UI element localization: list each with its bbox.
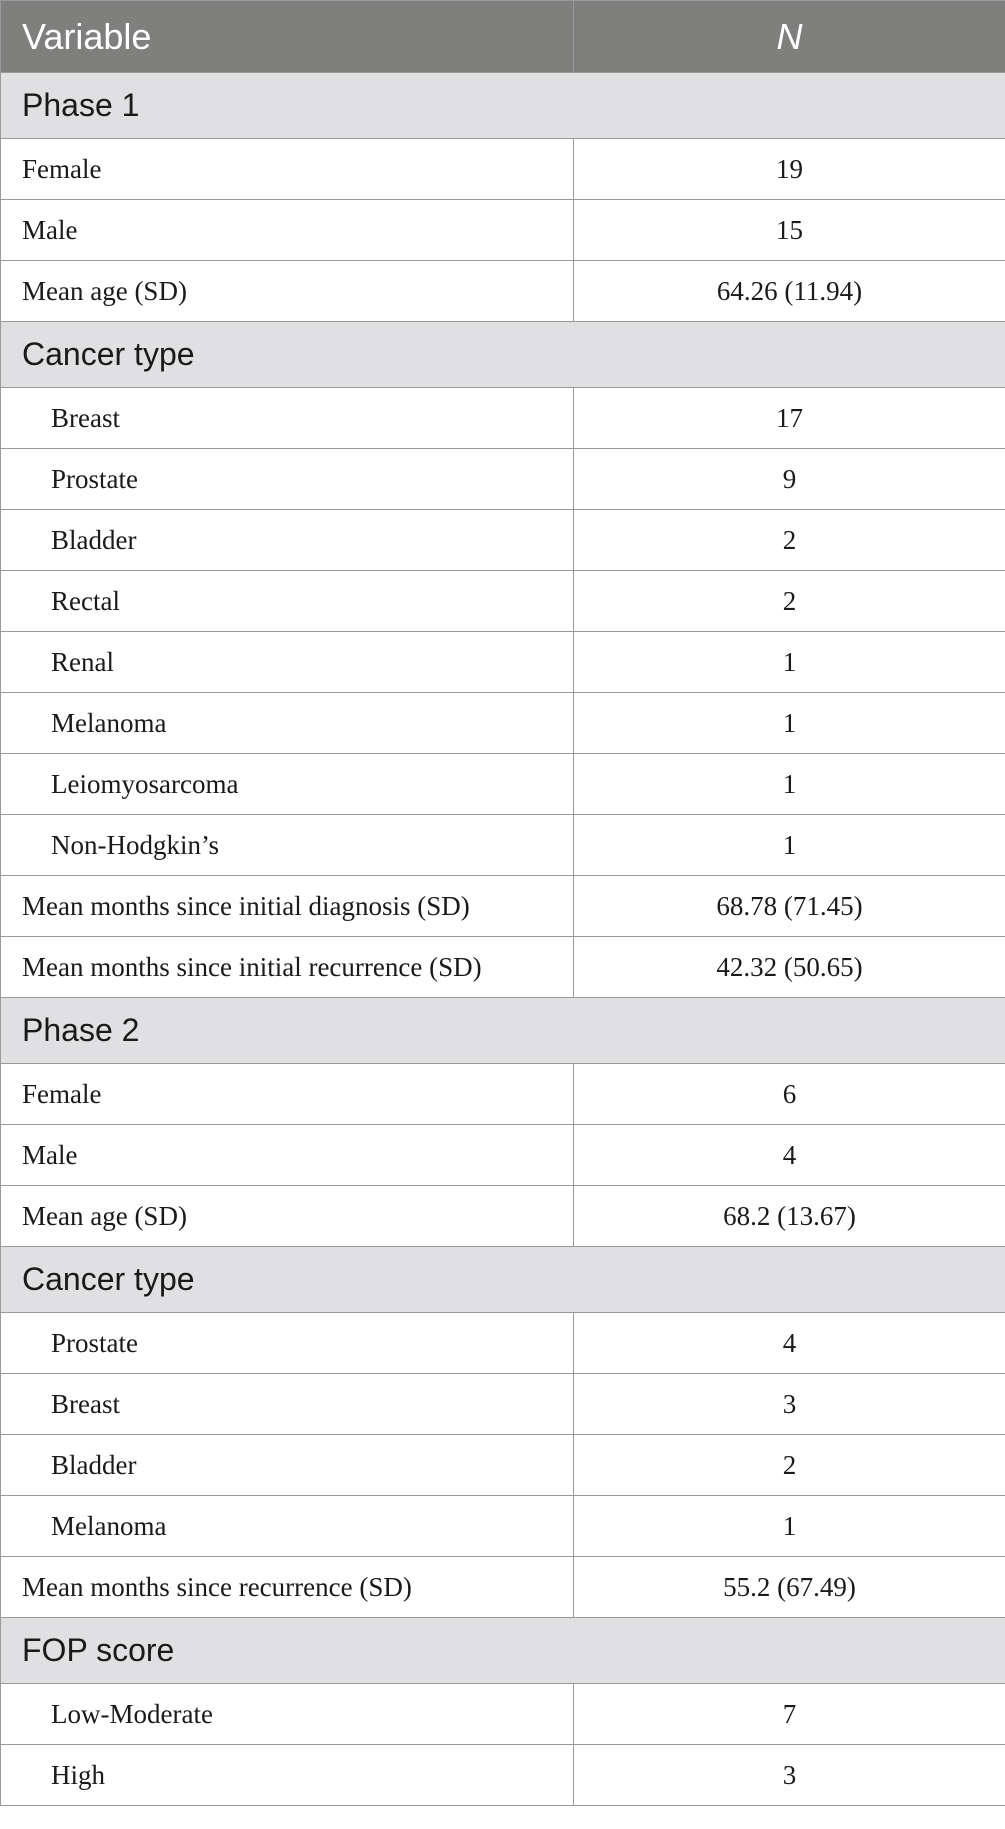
row-value: 68.78 (71.45) (574, 876, 1005, 937)
table-row (1, 139, 1005, 200)
row-value: 9 (574, 449, 1005, 510)
section-row-phase-1 (1, 73, 1005, 139)
table-header-row (1, 1, 1005, 73)
table-row (1, 200, 1005, 261)
row-value: 2 (574, 510, 1005, 571)
row-value: 3 (574, 1745, 1005, 1806)
row-value: 1 (574, 754, 1005, 815)
row-label: Mean months since recurrence (SD) (1, 1557, 574, 1618)
table-row (1, 1186, 1005, 1247)
table-row (1, 1435, 1005, 1496)
section-title: Cancer type (1, 1247, 1005, 1313)
row-value: 3 (574, 1374, 1005, 1435)
row-value: 4 (574, 1125, 1005, 1186)
row-label: Melanoma (1, 1496, 574, 1557)
table-row (1, 693, 1005, 754)
table-row (1, 1374, 1005, 1435)
table-row (1, 754, 1005, 815)
row-value: 64.26 (11.94) (574, 261, 1005, 322)
table-row (1, 449, 1005, 510)
row-value: 1 (574, 632, 1005, 693)
row-label: Mean months since initial recurrence (SD) (1, 937, 574, 998)
table-row (1, 261, 1005, 322)
row-value: 1 (574, 815, 1005, 876)
row-label: Mean age (SD) (1, 261, 574, 322)
table-row (1, 815, 1005, 876)
row-label: High (1, 1745, 574, 1806)
row-value: 2 (574, 571, 1005, 632)
section-row-fop-score (1, 1618, 1005, 1684)
row-label: Non-Hodgkin’s (1, 815, 574, 876)
row-label: Female (1, 139, 574, 200)
table-row (1, 937, 1005, 998)
row-value: 55.2 (67.49) (574, 1557, 1005, 1618)
section-title: Cancer type (1, 322, 1005, 388)
table-row (1, 876, 1005, 937)
row-value: 6 (574, 1064, 1005, 1125)
table-row (1, 388, 1005, 449)
table-row (1, 1125, 1005, 1186)
variable-column-header: Variable (1, 1, 574, 73)
row-value: 17 (574, 388, 1005, 449)
row-value: 4 (574, 1313, 1005, 1374)
row-value: 2 (574, 1435, 1005, 1496)
section-row-cancer-type (1, 322, 1005, 388)
table-row (1, 510, 1005, 571)
row-value: 1 (574, 693, 1005, 754)
section-row-cancer-type (1, 1247, 1005, 1313)
table-row (1, 1557, 1005, 1618)
row-label: Male (1, 200, 574, 261)
n-column-header: N (574, 1, 1005, 73)
row-value: 19 (574, 139, 1005, 200)
row-value: 7 (574, 1684, 1005, 1745)
table-row (1, 632, 1005, 693)
table-row (1, 1745, 1005, 1806)
row-value: 15 (574, 200, 1005, 261)
row-label: Low-Moderate (1, 1684, 574, 1745)
table-row (1, 1064, 1005, 1125)
section-row-phase-2 (1, 998, 1005, 1064)
row-label: Female (1, 1064, 574, 1125)
row-label: Bladder (1, 1435, 574, 1496)
row-label: Breast (1, 1374, 574, 1435)
row-label: Melanoma (1, 693, 574, 754)
row-label: Renal (1, 632, 574, 693)
section-title: FOP score (1, 1618, 1005, 1684)
row-value: 68.2 (13.67) (574, 1186, 1005, 1247)
row-label: Male (1, 1125, 574, 1186)
row-label: Mean months since initial diagnosis (SD) (1, 876, 574, 937)
row-value: 42.32 (50.65) (574, 937, 1005, 998)
section-title: Phase 1 (1, 73, 1005, 139)
table-row (1, 1496, 1005, 1557)
row-value: 1 (574, 1496, 1005, 1557)
table-row (1, 1313, 1005, 1374)
section-title: Phase 2 (1, 998, 1005, 1064)
table-row (1, 571, 1005, 632)
row-label: Rectal (1, 571, 574, 632)
row-label: Leiomyosarcoma (1, 754, 574, 815)
row-label: Mean age (SD) (1, 1186, 574, 1247)
row-label: Breast (1, 388, 574, 449)
row-label: Prostate (1, 1313, 574, 1374)
row-label: Bladder (1, 510, 574, 571)
table-row (1, 1684, 1005, 1745)
row-label: Prostate (1, 449, 574, 510)
